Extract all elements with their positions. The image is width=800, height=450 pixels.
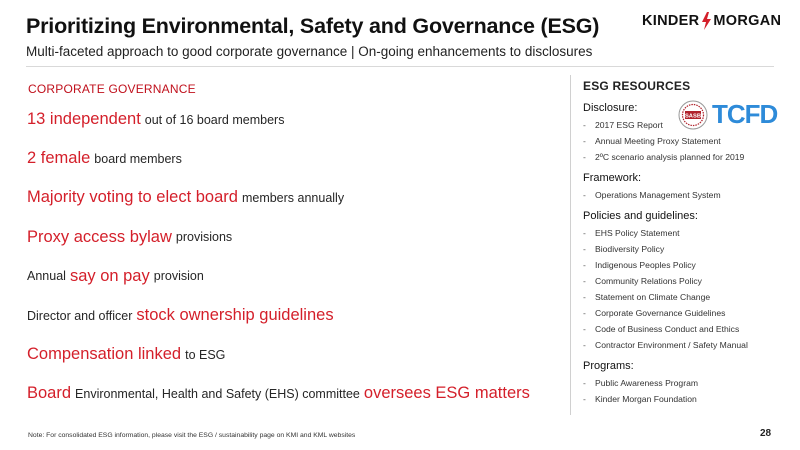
tcfd-logo: TCFD [712, 99, 778, 129]
logo-word-kinder: KINDER [642, 13, 700, 29]
dash-bullet: - [583, 136, 586, 146]
page-number: 28 [760, 428, 772, 439]
highlight-text: Proxy access bylaw [27, 227, 172, 246]
framework-label: Framework: [583, 172, 642, 184]
logo-word-morgan: MORGAN [713, 13, 782, 29]
highlight-text: Majority voting to elect board [27, 188, 238, 207]
body-text: members annually [241, 190, 345, 205]
governance-item [27, 257, 567, 296]
governance-item [27, 374, 567, 413]
highlight-text: Compensation linked [27, 345, 182, 364]
lightning-bolt-icon [700, 12, 712, 30]
policies-label: Policies and guidelines: [583, 210, 698, 222]
disclosure-label: Disclosure: [583, 102, 638, 114]
governance-item [27, 296, 567, 335]
slide-subtitle: Multi-faceted approach to good corporate governance | On-going enhancements to disclosures [26, 44, 593, 59]
governance-list [27, 100, 567, 414]
governance-item [27, 178, 567, 217]
governance-item [27, 100, 567, 139]
kinder-morgan-logo [642, 10, 782, 32]
resource-link[interactable] [583, 375, 783, 391]
resource-label: 2017 ESG Report [595, 120, 663, 130]
resource-label: Code of Business Conduct and Ethics [595, 324, 740, 334]
dash-bullet: - [583, 120, 586, 130]
dash-bullet: - [583, 244, 586, 254]
resource-link[interactable] [583, 133, 783, 149]
resource-label: Contractor Environment / Safety Manual [595, 340, 748, 350]
resource-label: 2ºC scenario analysis planned for 2019 [595, 152, 745, 162]
resource-link[interactable] [583, 321, 783, 337]
resource-label: Corporate Governance Guidelines [595, 308, 726, 318]
esg-resources-panel [583, 79, 783, 407]
highlight-text: oversees ESG matters [363, 384, 530, 403]
resource-link[interactable] [583, 257, 783, 273]
resource-label: EHS Policy Statement [595, 228, 680, 238]
resource-label: Public Awareness Program [595, 378, 699, 388]
dash-bullet: - [583, 228, 586, 238]
resource-link[interactable] [583, 225, 783, 241]
highlight-text: Board [27, 384, 72, 403]
footnote: Note: For consolidated ESG information, please visit the ESG / sustainability page on KMI and KML websites [28, 432, 356, 439]
dash-bullet: - [583, 190, 586, 200]
resource-label: Biodiversity Policy [595, 244, 665, 254]
resource-link[interactable] [583, 289, 783, 305]
dash-bullet: - [583, 308, 586, 318]
body-text: provisions [175, 230, 233, 245]
resource-label: Statement on Climate Change [595, 292, 711, 302]
dash-bullet: - [583, 260, 586, 270]
esg-resources-heading: ESG RESOURCES [583, 79, 691, 93]
resource-link[interactable] [583, 117, 783, 133]
column-divider [570, 75, 571, 415]
body-text: to ESG [185, 347, 226, 362]
resource-label: Kinder Morgan Foundation [595, 394, 697, 404]
body-text: Director and officer [27, 308, 133, 323]
body-text: Environmental, Health and Safety (EHS) committee [75, 386, 360, 401]
highlight-text: stock ownership guidelines [136, 306, 334, 325]
resource-label: Operations Management System [595, 190, 721, 200]
highlight-text: say on pay [69, 266, 150, 285]
governance-item [27, 139, 567, 178]
resource-link[interactable] [583, 187, 783, 203]
resource-link[interactable] [583, 241, 783, 257]
corporate-governance-heading: CORPORATE GOVERNANCE [28, 82, 196, 96]
resource-label: Community Relations Policy [595, 276, 702, 286]
body-text: Annual [27, 269, 66, 284]
body-text: out of 16 board members [144, 112, 285, 127]
resource-link[interactable] [583, 391, 783, 407]
resource-link[interactable] [583, 337, 783, 353]
resource-link[interactable] [583, 305, 783, 321]
dash-bullet: - [583, 394, 586, 404]
resource-link[interactable] [583, 273, 783, 289]
resource-link[interactable] [583, 149, 783, 165]
body-text: board members [94, 151, 182, 166]
highlight-text: 2 female [27, 149, 91, 168]
governance-item [27, 335, 567, 374]
dash-bullet: - [583, 152, 586, 162]
dash-bullet: - [583, 292, 586, 302]
sasb-logo-text: SASB [684, 113, 702, 120]
header-divider [26, 66, 774, 67]
governance-item [27, 218, 567, 257]
dash-bullet: - [583, 378, 586, 388]
slide-title: Prioritizing Environmental, Safety and Governance (ESG) [26, 14, 600, 38]
dash-bullet: - [583, 276, 586, 286]
programs-label: Programs: [583, 360, 634, 372]
dash-bullet: - [583, 324, 586, 334]
body-text: provision [153, 269, 204, 284]
highlight-text: 13 independent [27, 110, 141, 129]
dash-bullet: - [583, 340, 586, 350]
resource-label: Annual Meeting Proxy Statement [595, 136, 721, 146]
resource-label: Indigenous Peoples Policy [595, 260, 696, 270]
